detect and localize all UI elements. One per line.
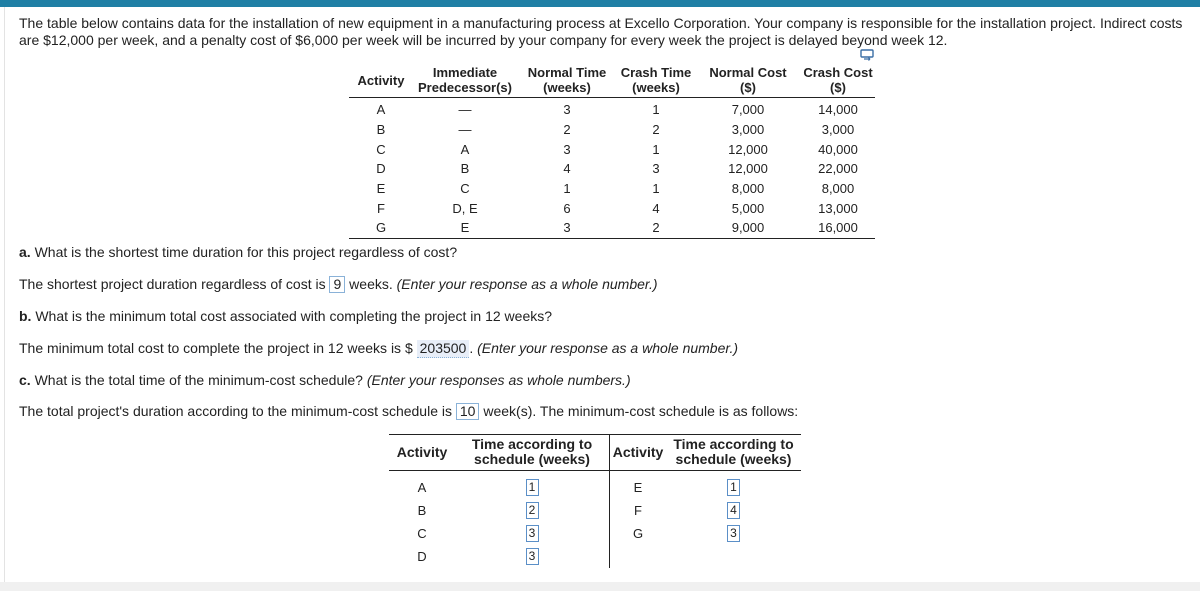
crash-cost-cell: 13,000	[818, 200, 858, 216]
top-accent-bar	[0, 0, 1200, 7]
answer-a-field[interactable]: 9	[329, 276, 345, 293]
crash-cost-cell: 8,000	[821, 181, 855, 197]
col-activity: Activity	[349, 64, 413, 98]
normal-cost-cell: 12,000	[728, 161, 768, 177]
question-c	[19, 372, 631, 389]
normal-time-cell: 2	[563, 122, 571, 138]
col-normal-time: Normal Time (weeks)	[517, 64, 617, 98]
col-activity-left: Activity	[389, 435, 455, 471]
predecessor-cell: B	[460, 161, 470, 177]
predecessor-cell: A	[460, 141, 470, 157]
answer-a-hint: (Enter your response as a whole number.)	[396, 276, 658, 292]
normal-time-cell: 1	[563, 181, 571, 197]
crash-cost-cell: 16,000	[818, 220, 858, 236]
crash-cost-cell: 40,000	[818, 141, 858, 157]
schedule-input-a[interactable]: 1	[526, 479, 539, 496]
activity-cell: F	[610, 499, 667, 522]
table-row	[349, 98, 875, 120]
crash-time-cell: 3	[652, 161, 660, 177]
activity-cell: B	[417, 503, 427, 518]
table-row	[349, 198, 875, 218]
schedule-input-d[interactable]: 3	[526, 548, 539, 565]
crash-time-cell: 2	[652, 220, 660, 236]
activity-cell: E	[376, 181, 386, 197]
question-a-label: a.	[19, 244, 31, 260]
normal-cost-cell: 9,000	[731, 220, 765, 236]
activity-cell: B	[376, 122, 386, 138]
normal-time-cell: 3	[563, 141, 571, 157]
normal-cost-cell: 12,000	[728, 141, 768, 157]
col-crash-cost: Crash Cost ($)	[801, 64, 875, 98]
normal-time-cell: 3	[563, 220, 571, 236]
crash-cost-cell: 3,000	[821, 122, 855, 138]
question-a	[19, 244, 457, 261]
col-activity-right: Activity	[610, 435, 667, 471]
answer-b-line: The minimum total cost to complete the project in 12 weeks is $ 203500 . (Enter your response as a whole number.)	[19, 340, 739, 356]
activity-cell: G	[375, 220, 387, 236]
normal-time-cell: 4	[563, 161, 571, 177]
expand-table-icon[interactable]	[860, 49, 874, 61]
activity-data-table	[349, 64, 875, 239]
predecessor-cell: —	[458, 122, 472, 138]
schedule-input-f[interactable]: 4	[727, 502, 740, 519]
normal-cost-cell: 3,000	[731, 122, 765, 138]
activity-cell: C	[376, 141, 386, 157]
schedule-input-g[interactable]: 3	[727, 525, 740, 542]
normal-cost-cell: 8,000	[731, 181, 765, 197]
schedule-input-e[interactable]: 1	[727, 479, 740, 496]
crash-time-cell: 1	[652, 181, 660, 197]
normal-cost-cell: 7,000	[731, 102, 765, 118]
normal-cost-cell: 5,000	[731, 200, 765, 216]
activity-cell: A	[376, 102, 386, 118]
activity-cell: G	[610, 522, 667, 545]
schedule-row	[389, 545, 801, 568]
question-b-text: What is the minimum total cost associated with completing the project in 12 weeks?	[31, 308, 553, 324]
schedule-input-c[interactable]: 3	[526, 525, 539, 542]
normal-time-cell: 3	[563, 102, 571, 118]
table-row	[349, 159, 875, 179]
question-c-hint: (Enter your responses as whole numbers.)	[366, 372, 631, 388]
crash-time-cell: 2	[652, 122, 660, 138]
schedule-row	[389, 522, 801, 545]
col-crash-time: Crash Time (weeks)	[617, 64, 695, 98]
schedule-row	[389, 471, 801, 500]
activity-cell: C	[417, 526, 427, 541]
table-row	[349, 218, 875, 238]
table-row	[349, 139, 875, 159]
answer-a-line: The shortest project duration regardless of cost is 9 weeks. (Enter your response as a whole number.)	[19, 276, 658, 292]
question-b	[19, 308, 552, 325]
table-row	[349, 179, 875, 199]
answer-b-hint: (Enter your response as a whole number.)	[477, 340, 739, 356]
crash-cost-cell: 22,000	[818, 161, 858, 177]
predecessor-cell: E	[460, 220, 470, 236]
col-time-right: Time according to schedule (weeks)	[666, 435, 801, 471]
activity-cell: D	[376, 161, 386, 177]
answer-c-line: The total project's duration according to the minimum-cost schedule is 10 week(s). The minimum-cost schedule is as follows:	[19, 403, 799, 419]
normal-time-cell: 6	[563, 200, 571, 216]
predecessor-cell: —	[458, 102, 472, 118]
col-predecessors: Immediate Predecessor(s)	[413, 64, 517, 98]
activity-cell: A	[417, 480, 427, 495]
activity-cell: D	[417, 549, 427, 564]
question-c-text: What is the total time of the minimum-cost schedule?	[30, 372, 367, 388]
crash-cost-cell: 14,000	[818, 102, 858, 118]
activity-cell: E	[610, 471, 667, 500]
answer-c-field[interactable]: 10	[456, 403, 480, 420]
schedule-table	[389, 434, 801, 568]
table-row	[349, 120, 875, 140]
schedule-input-b[interactable]: 2	[526, 502, 539, 519]
question-c-label: c.	[19, 372, 31, 388]
question-a-text: What is the shortest time duration for this project regardless of cost?	[30, 244, 458, 260]
predecessor-cell: C	[460, 181, 470, 197]
schedule-row	[389, 499, 801, 522]
predecessor-cell: D, E	[452, 200, 478, 216]
crash-time-cell: 1	[652, 141, 660, 157]
question-b-label: b.	[19, 308, 32, 324]
crash-time-cell: 4	[652, 200, 660, 216]
problem-intro: The table below contains data for the installation of new equipment in a manufacturing process at Excello Corporation. Your company is responsible for the installation project. Indirect costs are $12,000 per week, and a penalty cost of $6,000 per week will be incurred by your company for every week the project is delayed beyond week 12.	[19, 15, 1183, 48]
crash-time-cell: 1	[652, 102, 660, 118]
col-normal-cost: Normal Cost ($)	[695, 64, 801, 98]
bottom-bar	[0, 582, 1200, 591]
left-border	[4, 7, 5, 582]
answer-b-field[interactable]: 203500	[417, 340, 470, 358]
activity-cell: F	[377, 200, 385, 216]
col-time-left: Time according to schedule (weeks)	[455, 435, 610, 471]
